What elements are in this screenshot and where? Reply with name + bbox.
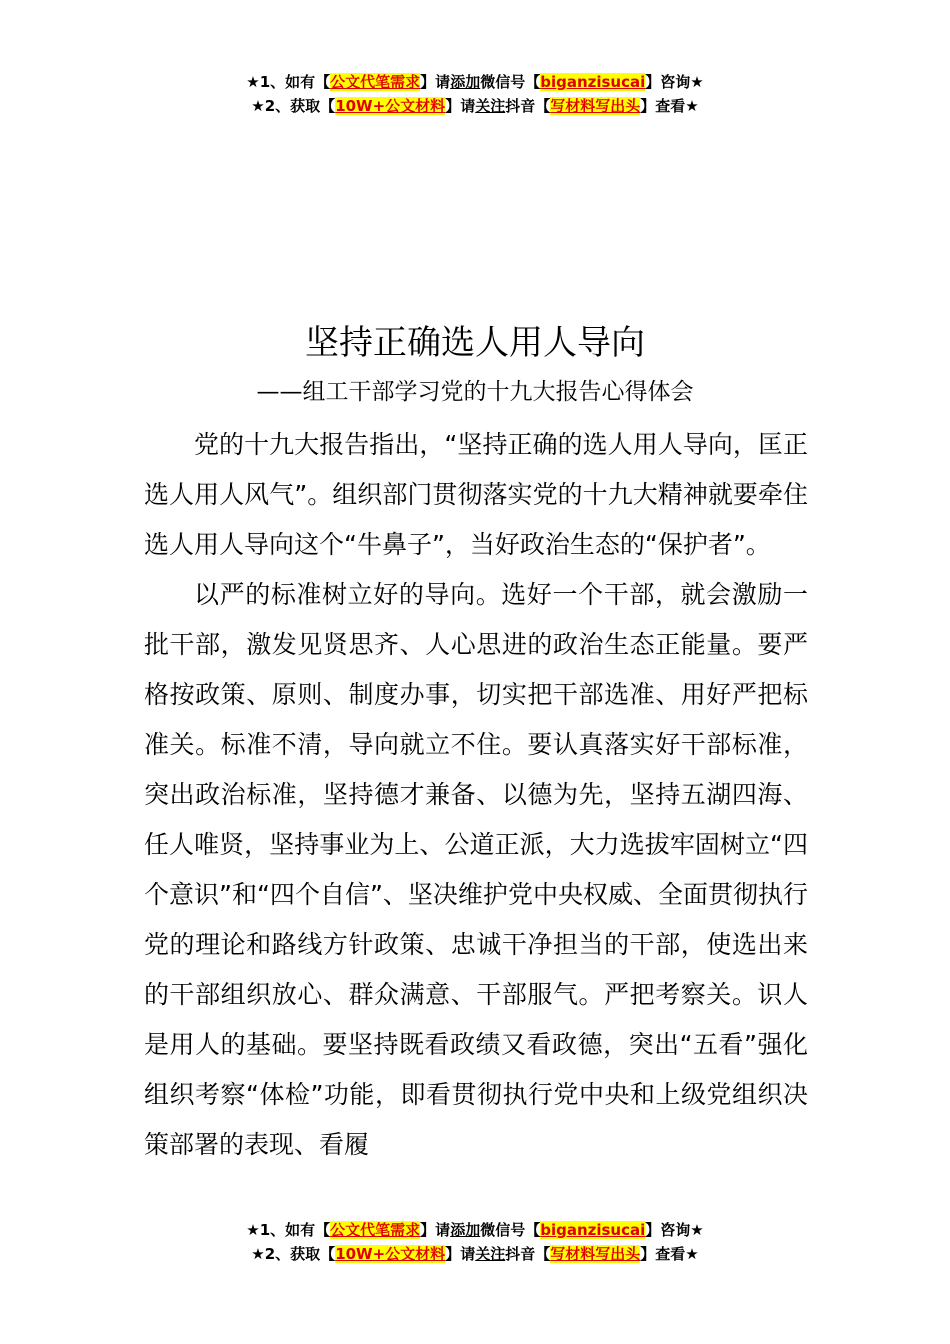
paragraph: 党的十九大报告指出，“坚持正确的选人用人导向，匡正选人用人风气”。组织部门贯彻落实党的十九大精神就要牵住选人用人导向这个“牛鼻子”，当好政治生态的“保护者”。 bbox=[144, 430, 808, 559]
material-highlight: 10W+公文材料 bbox=[335, 1245, 446, 1263]
banner-line-1: ★1、如有【公文代笔需求】请添加微信号【biganzisucai】咨询★ bbox=[246, 73, 704, 91]
service-highlight: 公文代笔需求 bbox=[330, 1221, 421, 1239]
paragraph: 以严的标准树立好的导向。选好一个干部，就会激励一批干部，激发见贤思齐、人心思进的政治生态正能量。要严格按政策、原则、制度办事，切实把干部选准、用好严把标准关。标准不清，导向就立不住。要认真落实好干部标准，突出政治标准，坚持德才兼备、以德为先，坚持五湖四海、任人唯贤，坚持事业为上、公道正派，大力选拔牢固树立“四个意识”和“四个自信”、坚决维护党中央权威、全面贯彻执行党的理论和路线方针政策、忠诚干净担当的干部，使选出来的干部组织放心、群众满意、干部服气。严把考察关。识人是用人的基础。要坚持既看政绩又看政德，突出“五看”强化组织考察“体检”功能，即看贯彻执行党中央和上级党组织决策部署的表现、看履 bbox=[144, 580, 808, 1159]
wechat-id-highlight: biganzisucai bbox=[540, 1221, 646, 1239]
banner-line-2: ★2、获取【10W+公文材料】请关注抖音【写材料写出头】查看★ bbox=[251, 1245, 699, 1263]
header-banner bbox=[0, 70, 950, 118]
document-title: 坚持正确选人用人导向 bbox=[305, 323, 645, 363]
document-subtitle: ——组工干部学习党的十九大报告心得体会 bbox=[256, 379, 694, 405]
douyin-id-highlight: 写材料写出头 bbox=[550, 97, 641, 115]
wechat-id-highlight: biganzisucai bbox=[540, 73, 646, 91]
banner-line-2: ★2、获取【10W+公文材料】请关注抖音【写材料写出头】查看★ bbox=[251, 97, 699, 115]
banner-line-1: ★1、如有【公文代笔需求】请添加微信号【biganzisucai】咨询★ bbox=[246, 1221, 704, 1239]
document-body bbox=[144, 420, 808, 1170]
material-highlight: 10W+公文材料 bbox=[335, 97, 446, 115]
service-highlight: 公文代笔需求 bbox=[330, 73, 421, 91]
douyin-id-highlight: 写材料写出头 bbox=[550, 1245, 641, 1263]
footer-banner bbox=[0, 1218, 950, 1266]
